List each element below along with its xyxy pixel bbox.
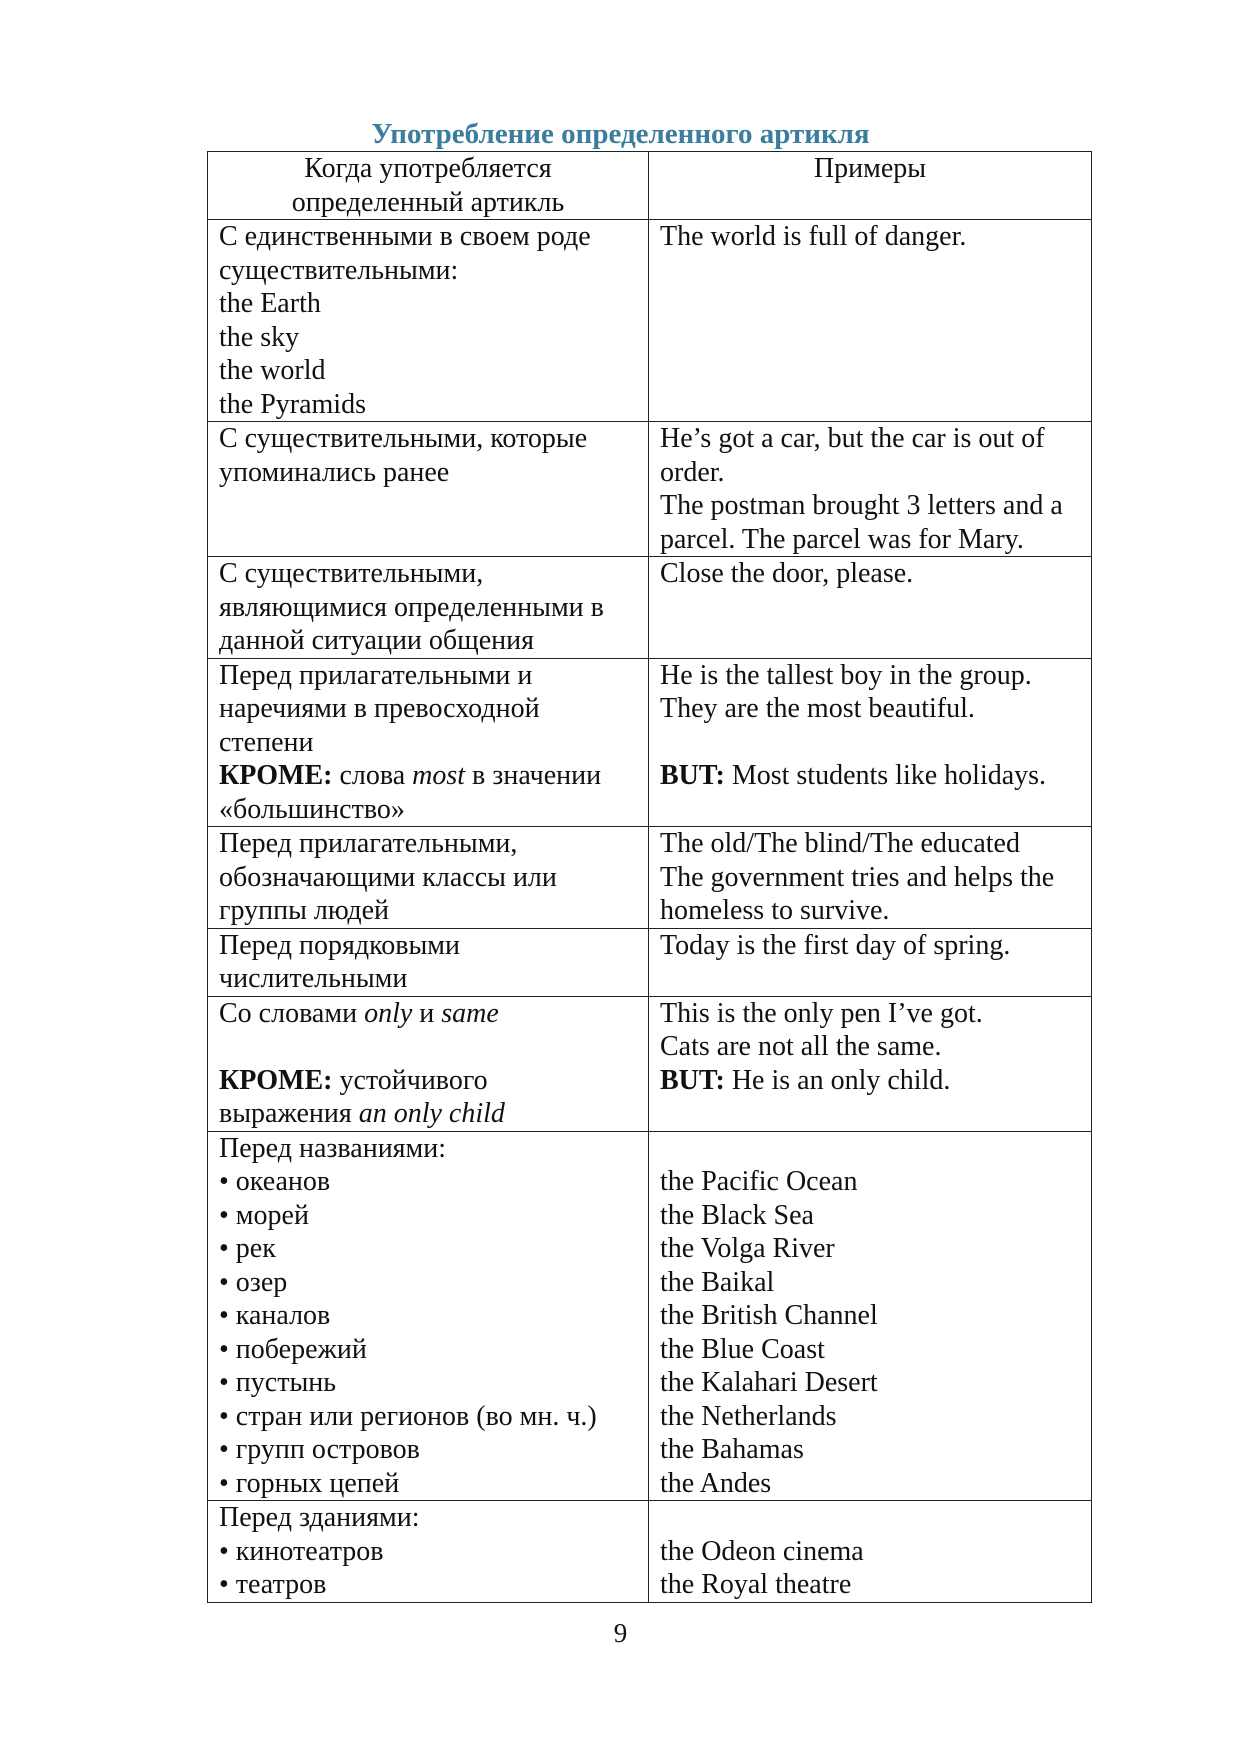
example-cell — [649, 557, 1092, 659]
example-line: the Andes — [660, 1467, 772, 1499]
category-item: • побережий — [219, 1333, 367, 1365]
exception-phrase: an only child — [358, 1098, 505, 1129]
table-row — [208, 557, 1092, 659]
rule-line: существительными: — [219, 254, 459, 286]
rule-line: являющимися определенными в — [219, 591, 604, 623]
but-text: Most students like holidays. — [724, 760, 1047, 791]
example-line: the Royal theatre — [660, 1569, 852, 1600]
category-item: • озер — [219, 1266, 288, 1298]
category-item: • театров — [219, 1569, 327, 1600]
exception-word: most — [412, 760, 466, 791]
table-row — [208, 827, 1092, 929]
example-line: The government tries and helps the — [660, 861, 1055, 893]
rule-cell — [208, 928, 649, 996]
table-row — [208, 928, 1092, 996]
table-header-row — [208, 152, 1092, 220]
table-row — [208, 996, 1092, 1131]
header-examples-label: Примеры — [813, 153, 927, 184]
rule-cell — [208, 996, 649, 1131]
category-item: • рек — [219, 1233, 276, 1264]
rule-cell — [208, 220, 649, 422]
exception-text: устойчивого — [332, 1064, 488, 1096]
example-line: the Black Sea — [660, 1199, 814, 1231]
exception-line — [219, 759, 638, 793]
example-line: Close the door, please. — [660, 558, 914, 589]
table-row — [208, 1131, 1092, 1501]
example-line: The world is full of danger. — [660, 221, 967, 252]
exception-label: КРОМЕ: — [219, 1064, 333, 1096]
example-cell — [649, 928, 1092, 996]
example-line: homeless to survive. — [660, 895, 890, 926]
rule-cell — [208, 422, 649, 557]
example-line: Cats are not all the same. — [660, 1031, 942, 1062]
table-row — [208, 1501, 1092, 1603]
rule-line — [219, 997, 638, 1031]
rule-line: упоминались ранее — [219, 456, 450, 488]
rule-line: the Earth — [219, 288, 321, 319]
table-row — [208, 220, 1092, 422]
rule-line: обозначающими классы или — [219, 861, 557, 893]
category-item: • океанов — [219, 1166, 331, 1197]
example-line: the Odeon cinema — [660, 1535, 864, 1567]
page-number: 9 — [613, 1618, 628, 1648]
rule-cell — [208, 1501, 649, 1603]
rule-line: Перед названиями: — [219, 1132, 447, 1164]
table-row — [208, 422, 1092, 557]
example-line: Today is the first day of spring. — [660, 929, 1011, 961]
spacer — [660, 726, 1081, 760]
rule-line: Перед зданиями: — [219, 1502, 420, 1533]
rule-word: only — [364, 997, 413, 1029]
example-line: This is the only pen I’ve got. — [660, 997, 983, 1029]
but-label: BUT: — [660, 760, 725, 791]
header-when — [208, 152, 649, 220]
example-line: the British Channel — [660, 1300, 878, 1331]
rule-cell — [208, 1131, 649, 1501]
example-line: the Baikal — [660, 1266, 775, 1298]
example-cell — [649, 658, 1092, 827]
but-line — [660, 1064, 1081, 1098]
rule-line: степени — [219, 726, 314, 758]
example-line: the Netherlands — [660, 1400, 837, 1432]
rule-line: Перед порядковыми — [219, 929, 460, 961]
example-cell — [649, 1131, 1092, 1501]
category-item: • кинотеатров — [219, 1535, 384, 1567]
example-line: the Volga River — [660, 1233, 835, 1264]
example-line: the Pacific Ocean — [660, 1166, 858, 1197]
example-line: the Bahamas — [660, 1434, 804, 1465]
rule-cell — [208, 658, 649, 827]
header-when-line: определенный артикль — [291, 186, 565, 218]
rule-line: Перед прилагательными, — [219, 828, 518, 859]
example-line: The old/The blind/The educated — [660, 828, 1020, 859]
but-line — [660, 759, 1081, 793]
example-line: the Blue Coast — [660, 1333, 825, 1365]
rule-line: данной ситуации общения — [219, 625, 534, 656]
but-label: BUT: — [660, 1064, 725, 1096]
header-when-line: Когда употребляется — [304, 153, 552, 184]
example-line: the Kalahari Desert — [660, 1367, 878, 1398]
exception-text: выражения — [219, 1098, 359, 1129]
spacer — [660, 1501, 1081, 1535]
example-line: He’s got a car, but the car is out of — [660, 423, 1045, 454]
rule-line: числительными — [219, 963, 408, 994]
rule-word: same — [441, 997, 499, 1029]
rule-line: С существительными, которые — [219, 423, 588, 454]
example-line: The postman brought 3 letters and a — [660, 490, 1063, 521]
example-line: He is the tallest boy in the group. — [660, 659, 1032, 691]
rule-line: Перед прилагательными и — [219, 659, 533, 691]
category-item: • групп островов — [219, 1434, 420, 1465]
example-line: parcel. The parcel was for Mary. — [660, 523, 1024, 555]
example-line: They are the most beautiful. — [660, 693, 975, 724]
spacer — [219, 1030, 638, 1064]
table-row — [208, 658, 1092, 827]
category-item: • пустынь — [219, 1367, 337, 1398]
category-item: • каналов — [219, 1300, 331, 1331]
example-cell — [649, 996, 1092, 1131]
header-examples — [649, 152, 1092, 220]
but-text: He is an only child. — [724, 1064, 951, 1096]
page-title: Употребление определенного артикля — [371, 118, 870, 150]
example-cell — [649, 220, 1092, 422]
category-item: • стран или регионов (во мн. ч.) — [219, 1400, 597, 1432]
rule-line: наречиями в превосходной — [219, 693, 540, 724]
example-cell — [649, 827, 1092, 929]
example-line: order. — [660, 456, 725, 488]
exception-text: слова — [332, 760, 413, 791]
rule-line: the Pyramids — [219, 388, 366, 420]
example-cell — [649, 422, 1092, 557]
example-cell — [649, 1501, 1092, 1603]
rule-line: the world — [219, 355, 326, 386]
rule-cell — [208, 827, 649, 929]
article-usage-table — [207, 151, 1092, 1603]
rule-line: группы людей — [219, 895, 390, 926]
category-item: • горных цепей — [219, 1467, 400, 1499]
rule-line: С единственными в своем роде — [219, 221, 591, 252]
category-item: • морей — [219, 1199, 309, 1231]
rule-text: Со словами — [219, 997, 365, 1029]
exception-line: «большинство» — [219, 793, 405, 825]
exception-label: КРОМЕ: — [219, 760, 333, 791]
rule-line: С существительными, — [219, 558, 484, 589]
rule-text: и — [412, 997, 442, 1029]
exception-line — [219, 1097, 638, 1131]
rule-line: the sky — [219, 321, 300, 353]
rule-cell — [208, 557, 649, 659]
exception-text: в значении — [465, 760, 602, 791]
exception-line — [219, 1064, 638, 1098]
spacer — [660, 1132, 1081, 1166]
